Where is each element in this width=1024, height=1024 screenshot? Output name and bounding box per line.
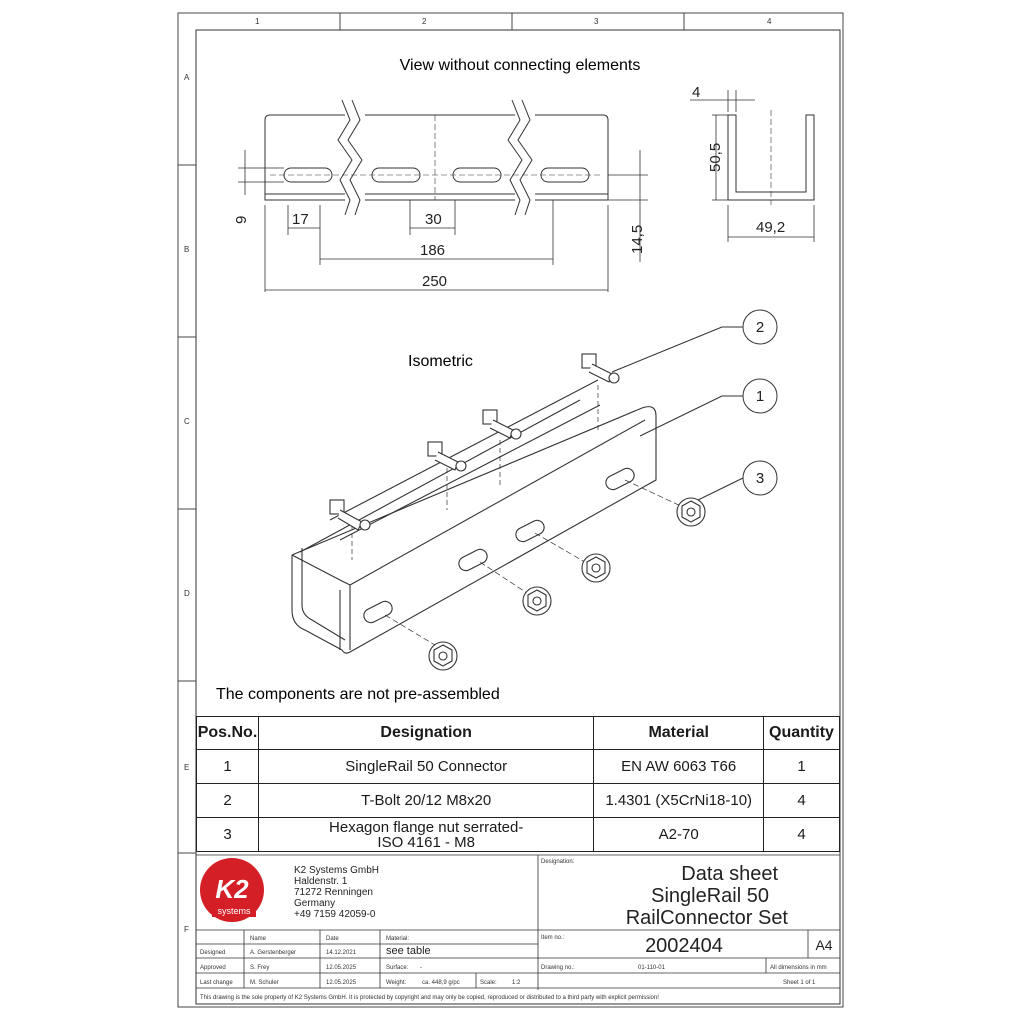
dim-186: 186 (420, 242, 446, 259)
header-material: Material (594, 717, 764, 750)
cell-designation: Hexagon flange nut serrated- ISO 4161 - M8 (258, 818, 593, 852)
frame-row-e: E (184, 763, 190, 772)
surface-value: - (420, 965, 422, 971)
scale-value: 1:2 (512, 980, 521, 986)
drawing-no-label: Drawing no.: (541, 965, 575, 971)
view-title: View without connecting elements (399, 57, 641, 74)
approved-name: S. Frey (250, 965, 270, 971)
frame-row-c: C (184, 417, 190, 426)
company-name: K2 Systems GmbH (294, 865, 380, 876)
dim-4: 4 (692, 84, 701, 101)
frame-col-2: 2 (422, 17, 427, 26)
approved-label: Approved (200, 965, 226, 971)
weight-label: Weight: (386, 980, 407, 986)
cell-material: A2-70 (594, 818, 764, 852)
dim-14-5: 14,5 (629, 224, 646, 254)
header-quantity: Quantity (764, 717, 840, 750)
title-line-1: Data sheet (681, 863, 778, 885)
material-value: see table (386, 945, 431, 957)
cell-qty: 4 (764, 784, 840, 818)
title-line-2: SingleRail 50 (651, 885, 769, 907)
cell-material: EN AW 6063 T66 (594, 750, 764, 784)
surface-label: Surface: (386, 965, 409, 971)
units-note: All dimensions in mm (770, 965, 827, 971)
k2-logo (200, 858, 264, 922)
frame-row-a: A (184, 73, 190, 82)
col-date-label: Date (326, 936, 339, 942)
designed-name: A. Gerstenberger (250, 950, 297, 956)
material-label: Material: (386, 936, 410, 942)
copyright: This drawing is the sole property of K2 Systems GmbH. It is protected by copyright and may only be copied, reproduced or distributed to a third party with explicit permission! (200, 995, 659, 1001)
dim-250: 250 (422, 273, 448, 290)
designed-date: 14.12.2021 (326, 950, 357, 956)
item-label: Item no.: (541, 935, 565, 941)
frame-row-f: F (184, 925, 189, 934)
sheet-info: Sheet 1 of 1 (783, 980, 816, 986)
cell-pos: 3 (197, 818, 259, 852)
item-no: 2002404 (645, 935, 723, 957)
title-line-3: RailConnector Set (625, 907, 788, 929)
drawing-no: 01-110-01 (638, 965, 665, 971)
col-name-label: Name (250, 936, 267, 942)
cell-pos: 1 (197, 750, 259, 784)
weight-value: ca. 448,9 g/pc (422, 980, 460, 986)
frame-row-d: D (184, 589, 190, 598)
designation-label: Designation: (541, 859, 575, 865)
assembly-note: The components are not pre-assembled (216, 686, 500, 703)
designed-label: Designed (200, 950, 226, 956)
cell-qty: 1 (764, 750, 840, 784)
frame-col-1: 1 (255, 17, 260, 26)
last-change-date: 12.05.2025 (326, 980, 357, 986)
cell-qty: 4 (764, 818, 840, 852)
frame-col-3: 3 (594, 17, 599, 26)
frame-row-b: B (184, 245, 190, 254)
approved-date: 12.05.2025 (326, 965, 357, 971)
logo-sub: systems (217, 906, 251, 916)
company-street: Haldenstr. 1 (294, 876, 348, 887)
balloon-2: 2 (755, 319, 765, 336)
dim-50-5: 50,5 (707, 142, 724, 172)
dim-9: 9 (233, 215, 250, 224)
isometric-title: Isometric (408, 353, 473, 370)
header-designation: Designation (258, 717, 593, 750)
company-city: 71272 Renningen (294, 887, 373, 898)
last-change-name: M. Schuler (250, 980, 279, 986)
company-country: Germany (294, 898, 336, 909)
cell-designation: T-Bolt 20/12 M8x20 (258, 784, 593, 818)
logo-text: K2 (215, 874, 249, 904)
balloon-3: 3 (755, 470, 765, 487)
company-phone: +49 7159 42059-0 (294, 909, 376, 920)
header-pos: Pos.No. (197, 717, 259, 750)
dim-49-2: 49,2 (756, 219, 786, 236)
dim-30: 30 (425, 211, 442, 228)
balloon-1: 1 (755, 388, 765, 405)
frame-col-4: 4 (767, 17, 772, 26)
format: A4 (815, 937, 833, 953)
cell-material: 1.4301 (X5CrNi18-10) (594, 784, 764, 818)
cell-pos: 2 (197, 784, 259, 818)
last-change-label: Last change (200, 980, 233, 986)
cell-designation: SingleRail 50 Connector (258, 750, 593, 784)
dim-17: 17 (292, 211, 309, 228)
scale-label: Scale: (480, 980, 497, 986)
